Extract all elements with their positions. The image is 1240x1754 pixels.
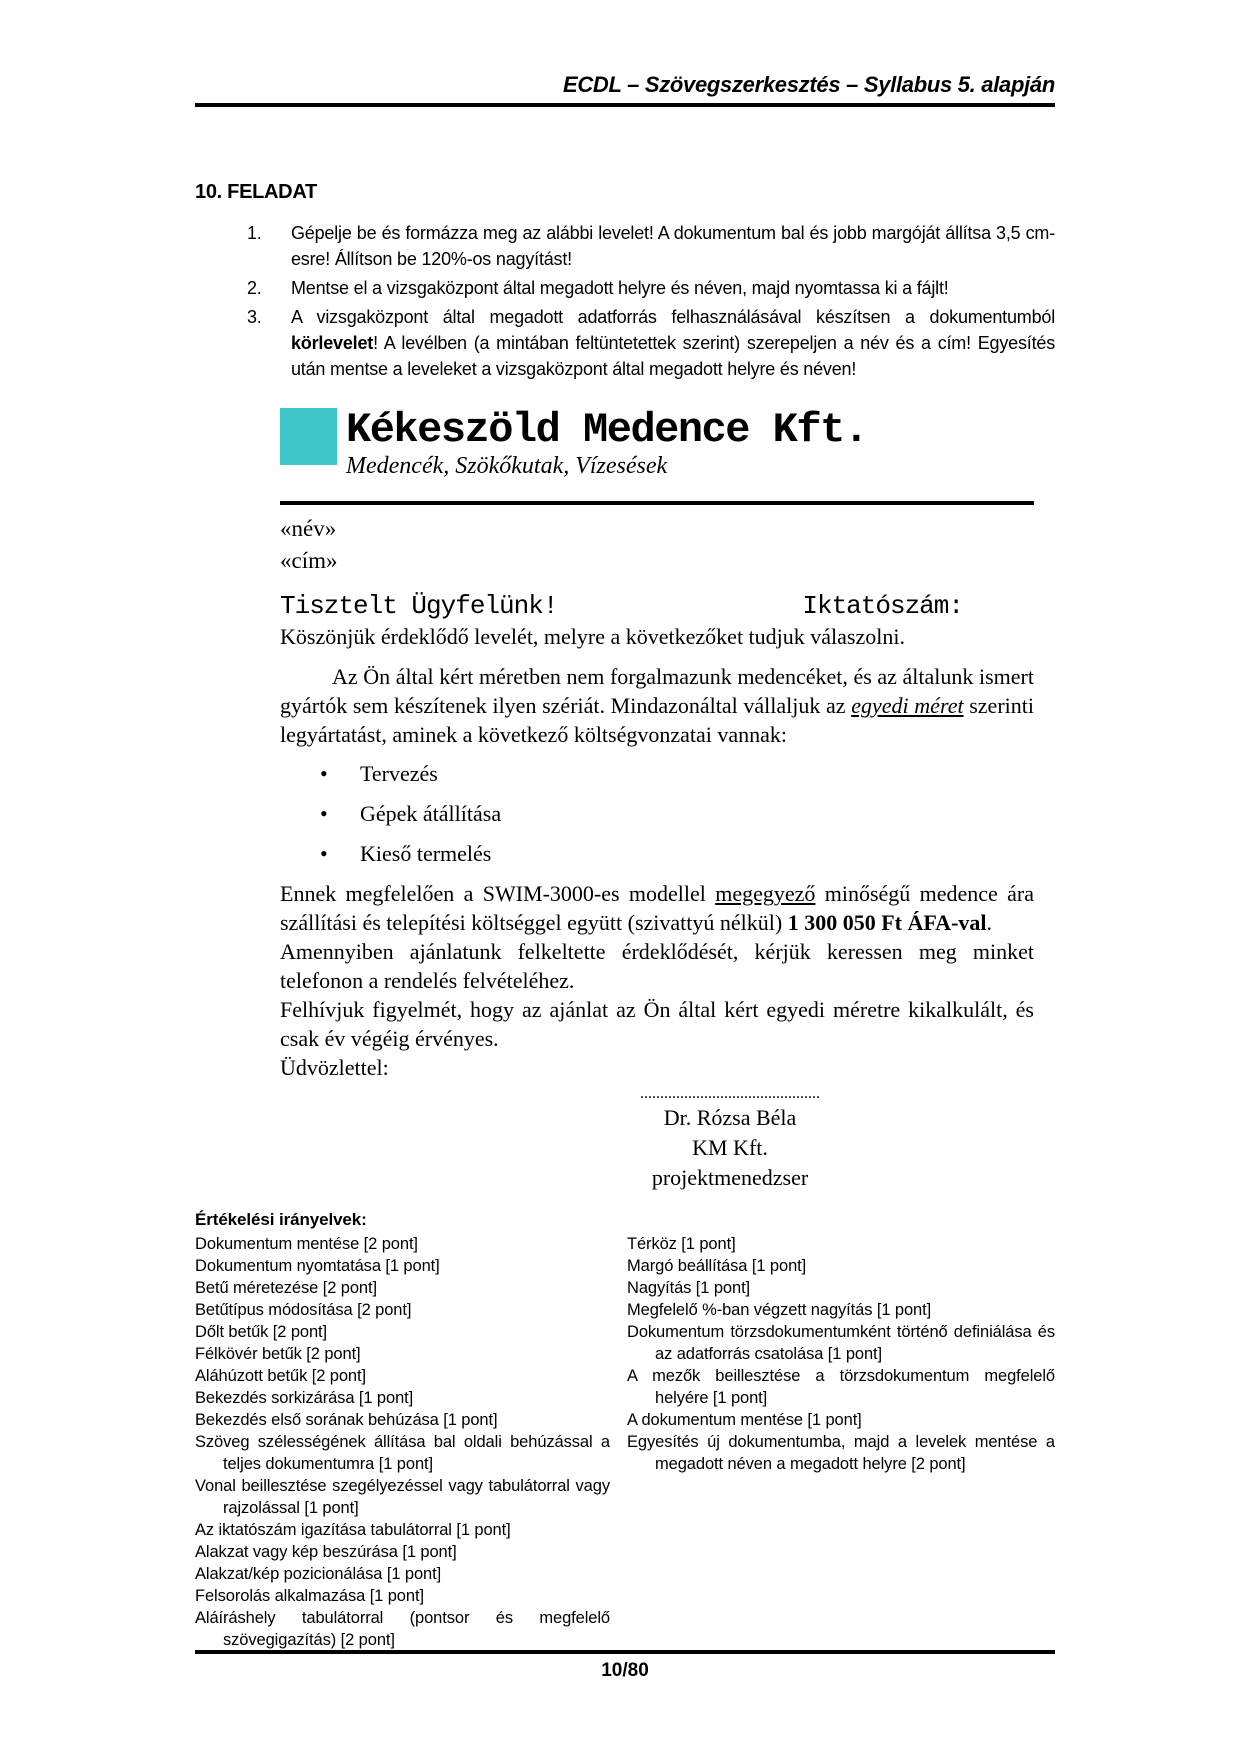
task-list: [247, 220, 1055, 382]
eval-item: Felsorolás alkalmazása [1 pont]: [195, 1587, 424, 1605]
evaluation-section: [195, 1209, 1055, 1651]
eval-item: Margó beállítása [1 pont]: [627, 1257, 807, 1275]
eval-item: Alakzat vagy kép beszúrása [1 pont]: [195, 1543, 457, 1561]
task-item-number: 1.: [247, 223, 262, 243]
letterhead-text: [346, 408, 868, 479]
paragraph-segment: .: [986, 910, 993, 935]
task-item-text-bold: körlevelet: [291, 333, 374, 353]
evaluation-right-column: [627, 1233, 1055, 1651]
signature-dotted-line: .............................................: [640, 1085, 820, 1102]
task-item-3: [247, 304, 1055, 382]
eval-item: Szöveg szélességének állítása bal oldali behúzással a teljes dokumentumra [1 pont]: [195, 1433, 610, 1473]
company-tagline: Medencék, Szökőkutak, Vízesések: [346, 453, 668, 479]
evaluation-columns: [195, 1233, 1055, 1651]
page-footer: [195, 1650, 1055, 1682]
eval-item: Aláhúzott betűk [2 pont]: [195, 1367, 366, 1385]
eval-item: Bekezdés sorkizárása [1 pont]: [195, 1389, 414, 1407]
paragraph-segment: Ennek megfelelően a SWIM-3000-es modellel: [280, 881, 716, 906]
salutation-row: [280, 590, 1034, 622]
evaluation-heading: Értékelési irányelvek:: [195, 1210, 367, 1229]
eval-item: A mezők beillesztése a törzsdokumentum megfelelő helyére [1 pont]: [627, 1367, 1055, 1407]
company-logo-square: [280, 408, 337, 465]
page-header-title: ECDL – Szövegszerkesztés – Syllabus 5. alapján: [562, 72, 1055, 97]
bullet-item: [320, 799, 1034, 828]
bullet-item: [320, 759, 1034, 788]
task-item-2: [247, 275, 1055, 301]
letterhead: [280, 408, 1034, 479]
eval-item: Betű méretezése [2 pont]: [195, 1279, 377, 1297]
underlined-phrase: megegyező: [715, 881, 816, 906]
signature-block: [630, 1085, 830, 1193]
task-item-text: [291, 304, 1055, 382]
letter-closing: Üdvözlettel:: [280, 1055, 389, 1080]
reference-number-label: Iktatószám:: [802, 591, 963, 621]
task-item-text-segment: ! A levélben (a mintában feltüntetettek szerint) szerepeljen a név és a cím! Egyesítés után mentse a leveleket a vizsgaközpont által megadott helyre és néven!: [291, 333, 1055, 379]
eval-item: Megfelelő %-ban végzett nagyítás [1 pont]: [627, 1301, 932, 1319]
paragraph-segment: szerinti legyártatást, aminek a következő költségvonzatai vannak:: [280, 693, 1034, 747]
eval-item: Dokumentum mentése [2 pont]: [195, 1235, 418, 1253]
eval-item: Nagyítás [1 pont]: [627, 1279, 751, 1297]
eval-item: Dokumentum nyomtatása [1 pont]: [195, 1257, 440, 1275]
sample-letter: [280, 408, 1034, 1193]
letter-paragraph-2: [280, 879, 1034, 937]
underlined-italic-phrase: egyedi méret: [851, 693, 964, 718]
task-item-1: [247, 220, 1055, 272]
merge-field-address: «cím»: [280, 548, 338, 573]
letter-paragraph-4: Felhívjuk figyelmét, hogy az ajánlat az Ön által kért egyedi méretre kikalkulált, és csak év végéig érvényes.: [280, 997, 1034, 1051]
salutation: Tisztelt Ügyfelünk!: [280, 591, 558, 621]
page-content: [195, 0, 1055, 1651]
bullet-icon: •: [320, 801, 328, 826]
eval-item: Az iktatószám igazítása tabulátorral [1 pont]: [195, 1521, 511, 1539]
eval-item: Betűtípus módosítása [2 pont]: [195, 1301, 412, 1319]
bullet-list: [320, 759, 1034, 868]
page-header: [195, 72, 1055, 107]
bullet-item-text: Tervezés: [360, 761, 438, 786]
task-item-text-segment: A vizsgaközpont által megadott adatforrás felhasználásával készítsen a dokumentumból: [291, 307, 1055, 327]
task-heading: 10. FELADAT: [195, 181, 317, 203]
price-bold-phrase: 1 300 050 Ft ÁFA-val: [787, 910, 987, 935]
eval-item: Alakzat/kép pozicionálása [1 pont]: [195, 1565, 442, 1583]
paragraph-segment: Az Ön által kért méretben nem forgalmazunk medencéket, és az általunk ismert gyártók sem készítenek ilyen szériát. Mindazonáltal vállaljuk az: [280, 664, 1034, 718]
signature-company: KM Kft.: [692, 1135, 768, 1160]
letter-paragraph-1: [280, 662, 1034, 749]
eval-item: Félkövér betűk [2 pont]: [195, 1345, 361, 1363]
bullet-item: [320, 839, 1034, 868]
merge-field-name: «név»: [280, 516, 337, 541]
eval-item: Aláíráshely tabulátorral (pontsor és megfelelő szövegigazítás) [2 pont]: [195, 1609, 610, 1649]
eval-item: Vonal beillesztése szegélyezéssel vagy tabulátorral vagy rajzolással [1 pont]: [195, 1477, 610, 1517]
eval-item: Bekezdés első sorának behúzása [1 pont]: [195, 1411, 498, 1429]
letter-intro: Köszönjük érdeklődő levelét, melyre a következőket tudjuk válaszolni.: [280, 624, 905, 649]
paragraph-segment: minőségű medence ára szállítási és telepítési költséggel együtt (szivattyú nélkül): [280, 881, 1034, 935]
eval-item: Térköz [1 pont]: [627, 1235, 736, 1253]
eval-item: Egyesítés új dokumentumba, majd a levelek mentése a megadott néven a megadott helyre [2 pont]: [627, 1433, 1055, 1473]
page-number: 10/80: [601, 1660, 649, 1681]
task-item-text: Mentse el a vizsgaközpont által megadott helyre és néven, majd nyomtassa ki a fájlt!: [291, 278, 949, 298]
signature-role: projektmenedzser: [651, 1165, 809, 1190]
letterhead-rule: [280, 501, 1034, 505]
eval-item: Dőlt betűk [2 pont]: [195, 1323, 328, 1341]
bullet-item-text: Kieső termelés: [360, 841, 492, 866]
task-item-number: 2.: [247, 278, 262, 298]
company-name: Kékeszöld Medence Kft.: [346, 406, 868, 454]
bullet-icon: •: [320, 761, 328, 786]
eval-item: Dokumentum törzsdokumentumként történő definiálása és az adatforrás csatolása [1 pont]: [627, 1323, 1055, 1363]
letter-paragraph-3: Amennyiben ajánlatunk felkeltette érdeklődését, kérjük keressen meg minket telefonon a rendelés felvételéhez.: [280, 939, 1034, 993]
signature-name: Dr. Rózsa Béla: [663, 1105, 797, 1130]
evaluation-left-column: [195, 1233, 610, 1651]
eval-item: A dokumentum mentése [1 pont]: [627, 1411, 862, 1429]
task-item-text: Gépelje be és formázza meg az alábbi levelet! A dokumentum bal és jobb margóját állítsa 3,5 cm-esre! Állítson be 120%-os nagyítást!: [291, 223, 1055, 269]
bullet-icon: •: [320, 841, 328, 866]
bullet-item-text: Gépek átállítása: [360, 801, 502, 826]
task-item-number: 3.: [247, 307, 262, 327]
